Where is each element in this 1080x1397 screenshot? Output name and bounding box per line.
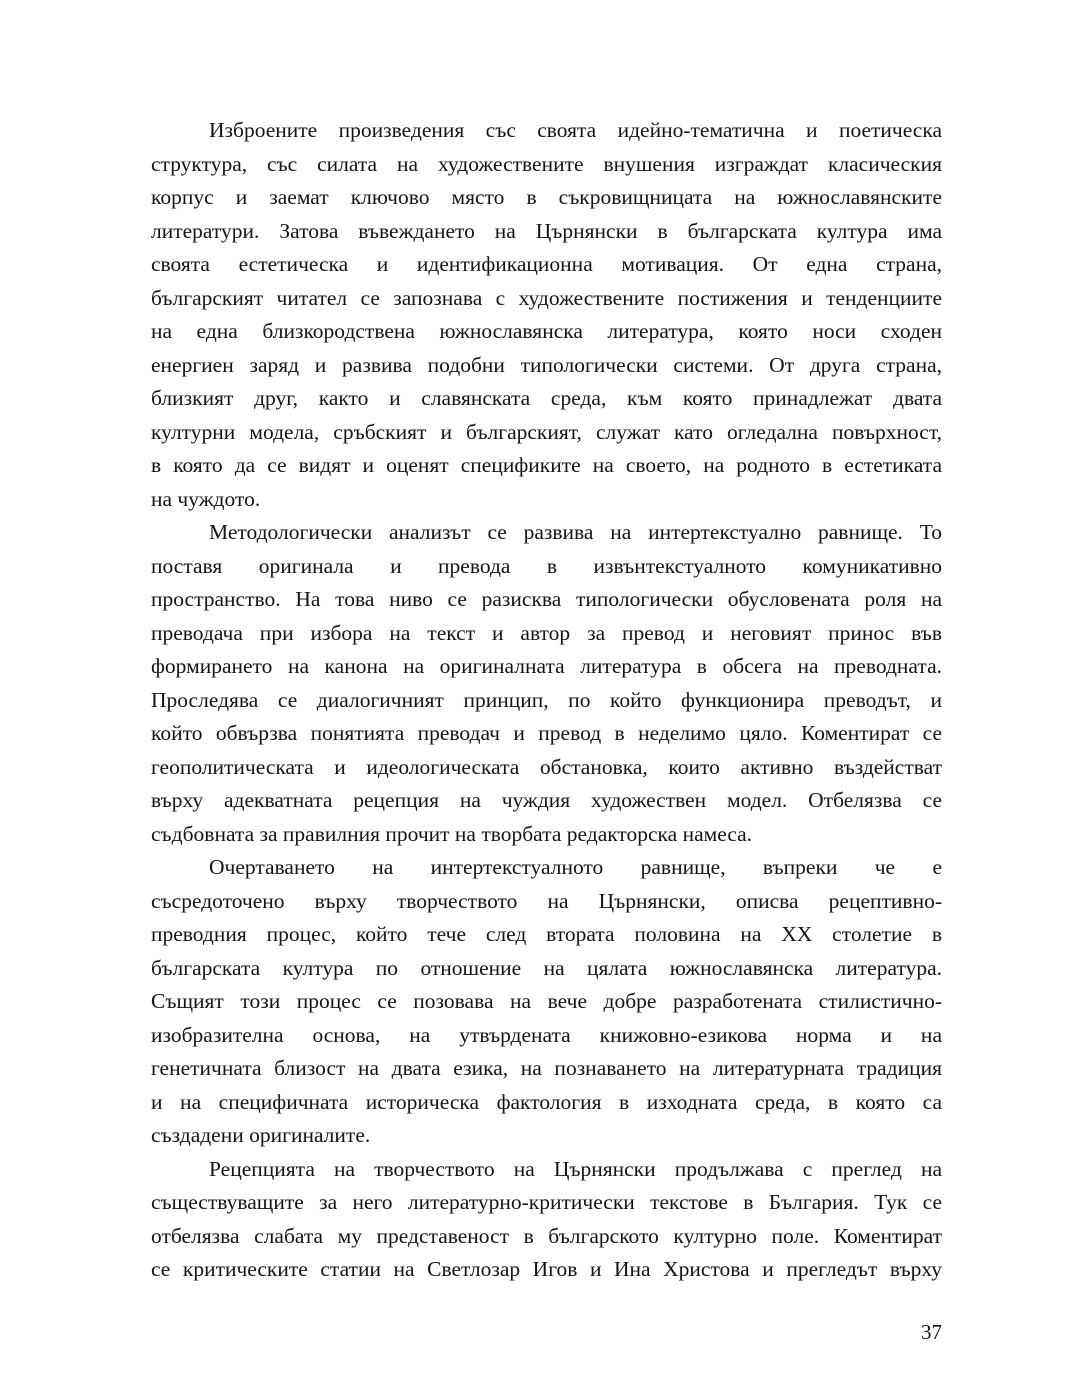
text-line: близкият друг, както и славянската среда, към която принадлежат двата [151, 386, 942, 410]
text-line: съдбовната за правилния прочит на творбата редакторска намеса. [151, 821, 753, 846]
paragraph [151, 114, 942, 516]
paragraph [151, 1153, 942, 1287]
text-line: литератури. Затова въвеждането на Църнянски в българската култура има [151, 218, 942, 243]
text-line: своята естетическа и идентификационна мотивация. От една страна, [151, 252, 942, 276]
text-line: генетичната близост на двата езика, на познаването на литературната традиция [151, 1056, 942, 1080]
text-line: енергиен заряд и развива подобни типологически системи. От друга страна, [151, 352, 942, 377]
text-line: преводача при избора на текст и автор за превод и неговият принос във [151, 620, 942, 645]
text-line: Рецепцията на творчеството на Църнянски продължава с преглед на [209, 1156, 942, 1181]
text-line: Методологически анализът се развива на интертекстуално равнище. То [209, 520, 942, 544]
body-text [151, 114, 942, 1287]
text-line: изобразителна основа, на утвърдената книжовно-езикова норма и на [151, 1022, 942, 1047]
text-line: съществуващите за него литературно-критически текстове в България. Тук се [151, 1190, 942, 1214]
paragraph [151, 516, 942, 851]
text-line: българският читател се запознава с художествените постижения и тенденциите [151, 285, 942, 310]
text-line: българската култура по отношение на цялата южнославянска литература. [151, 955, 942, 980]
text-line: създадени оригиналите. [151, 1123, 371, 1147]
text-line: Изброените произведения със своята идейно-тематична и поетическа [209, 118, 942, 142]
text-line: Проследява се диалогичният принцип, по който функционира преводът, и [151, 687, 942, 712]
text-line: съсредоточено върху творчеството на Църнянски, описва рецептивно- [151, 888, 942, 913]
text-line: структура, със силата на художествените внушения изграждат класическия [151, 151, 942, 176]
page-number: 37 [921, 1320, 942, 1344]
text-line: отбелязва слабата му представеност в българското културно поле. Коментират [151, 1223, 942, 1248]
text-line: Очертаването на интертекстуалното равнище, въпреки че е [209, 855, 942, 879]
text-line: в която да се видят и оценят спецификите на своето, на родното в естетиката [151, 453, 942, 477]
text-line: формирането на канона на оригиналната литература в обсега на преводната. [151, 654, 942, 678]
text-line: преводния процес, който тече след втората половина на XX столетие в [151, 922, 942, 946]
text-line: който обвързва понятията преводач и превод в неделимо цяло. Коментират се [151, 721, 942, 745]
text-line: се критическите статии на Светлозар Игов и Ина Христова и прегледът върху [151, 1257, 942, 1281]
text-line: на чуждото. [151, 486, 261, 511]
paragraph [151, 851, 942, 1153]
text-line: поставя оригинала и превода в извънтекстуалното комуникативно [151, 553, 942, 578]
text-line: пространство. На това ниво се разисква типологически обусловената роля на [151, 587, 942, 611]
text-line: културни модела, сръбският и българският, служат като огледална повърхност, [151, 419, 942, 444]
text-line: на една близкородствена южнославянска литература, която носи сходен [151, 319, 942, 343]
text-line: върху адекватната рецепция на чуждия художествен модел. Отбелязва се [151, 788, 942, 812]
text-line: корпус и заемат ключово място в съкровищницата на южнославянските [151, 185, 942, 209]
text-line: геополитическата и идеологическата обстановка, които активно въздействат [151, 754, 942, 779]
text-line: Същият този процес се позовава на вече добре разработената стилистично- [151, 989, 942, 1013]
text-line: и на специфичната историческа фактология в изходната среда, в която са [151, 1089, 942, 1114]
